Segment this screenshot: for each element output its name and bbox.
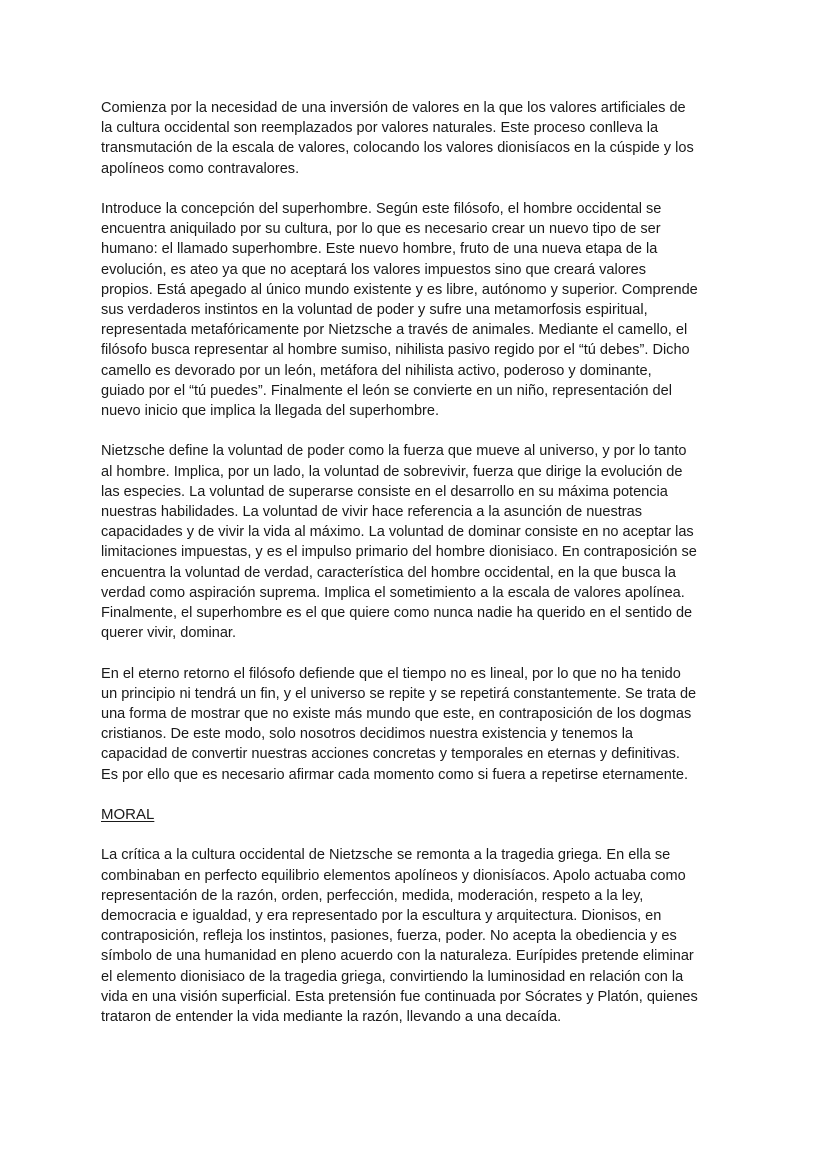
text-line: filósofo busca representar al hombre sumiso, nihilista pasivo regido por el “tú debes”. Dicho [101,342,690,359]
text-line: En el eterno retorno el filósofo defiende que el tiempo no es lineal, por lo que no ha tenido [101,665,681,682]
text-line: símbolo de una humanidad en pleno acuerdo con la naturaleza. Eurípides pretende eliminar [101,948,694,965]
text-line: evolución, es ateo ya que no aceptará los valores impuestos sino que creará valores [101,261,647,278]
paragraph-critica-tragedia-griega [101,845,741,1027]
text-line: verdad como aspiración suprema. Implica el sometimiento a la escala de valores apolínea. [101,584,685,601]
text-line: guiado por el “tú puedes”. Finalmente el león se convierte en un niño, representación del [101,382,672,399]
text-line: querer vivir, dominar. [101,625,237,642]
text-line: una forma de mostrar que no existe más mundo que este, en contraposición de los dogmas [101,706,692,723]
text-line: capacidades y de vivir la vida al máximo. La voluntad de dominar consiste en no aceptar las [101,524,694,541]
text-line: Nietzsche define la voluntad de poder como la fuerza que mueve al universo, y por lo tanto [101,443,687,460]
text-line: sus verdaderos instintos en la voluntad de poder y sufre una metamorfosis espiritual, [101,302,648,319]
text-line: democracia e igualdad, y era representado por la escultura y arquitectura. Dionisos, en [101,908,662,925]
paragraph-inversion-valores [101,98,741,179]
paragraph-eterno-retorno [101,664,741,785]
text-line: trataron de entender la vida mediante la razón, llevando a una decaída. [101,1009,562,1026]
text-line: Es por ello que es necesario afirmar cada momento como si fuera a repetirse eternamente. [101,766,689,783]
text-line: representación de la razón, orden, perfección, medida, moderación, respeto a la ley, [101,887,644,904]
paragraph-superhombre [101,199,741,421]
text-line: contraposición, refleja los instintos, pasiones, fuerza, poder. No acepta la obediencia y es [101,928,677,945]
text-line: nuevo inicio que implica la llegada del superhombre. [101,403,440,420]
text-line: Finalmente, el superhombre es el que quiere como nunca nadie ha querido en el sentido de [101,605,693,622]
text-line: vida en una visión superficial. Esta pretensión fue continuada por Sócrates y Platón, quienes [101,988,698,1005]
text-line: encuentra aniquilado por su cultura, por lo que es necesario crear un nuevo tipo de ser [101,221,661,238]
text-line: las especies. La voluntad de superarse consiste en el desarrollo en su máxima potencia [101,483,668,500]
text-line: representada metafóricamente por Nietzsche a través de animales. Mediante el camello, el [101,322,688,339]
document-body [101,98,741,1047]
text-line: el elemento dionisiaco de la tragedia griega, convirtiendo la luminosidad en relación con la [101,968,684,985]
text-line: encuentra la voluntad de verdad, característica del hombre occidental, en la que busca la [101,564,676,581]
text-line: humano: el llamado superhombre. Este nuevo hombre, fruto de una nueva etapa de la [101,241,658,258]
text-line: combinaban en perfecto equilibrio elementos apolíneos y dionisíacos. Apolo actuaba como [101,867,686,884]
text-line: al hombre. Implica, por un lado, la voluntad de sobrevivir, fuerza que dirige la evolución de [101,463,683,480]
paragraph-voluntad-de-poder [101,441,741,643]
text-line: limitaciones impuestas, y es el impulso primario del hombre dionisiaco. En contraposición se [101,544,697,561]
text-line: propios. Está apegado al único mundo existente y es libre, autónomo y superior. Comprende [101,281,698,298]
text-line: capacidad de convertir nuestras acciones concretas y temporales en eternas y definitivas. [101,746,680,763]
text-line: camello es devorado por un león, metáfora del nihilista activo, poderoso y dominante, [101,362,652,379]
section-heading-moral: MORAL [101,806,155,824]
text-line: nuestras habilidades. La voluntad de vivir hace referencia a la asunción de nuestras [101,504,642,521]
text-line: apolíneos como contravalores. [101,160,300,177]
text-line: la cultura occidental son reemplazados por valores naturales. Este proceso conlleva la [101,120,659,137]
text-line: La crítica a la cultura occidental de Nietzsche se remonta a la tragedia griega. En ella se [101,847,671,864]
text-line: cristianos. De este modo, solo nosotros decidimos nuestra existencia y tenemos la [101,726,634,743]
text-line: transmutación de la escala de valores, colocando los valores dionisíacos en la cúspide y los [101,140,694,157]
text-line: Comienza por la necesidad de una inversión de valores en la que los valores artificiales de [101,100,686,116]
text-line: Introduce la concepción del superhombre. Según este filósofo, el hombre occidental se [101,201,662,217]
text-line: un principio ni tendrá un fin, y el universo se repite y se repetirá constantemente. Se trata de [101,685,697,702]
